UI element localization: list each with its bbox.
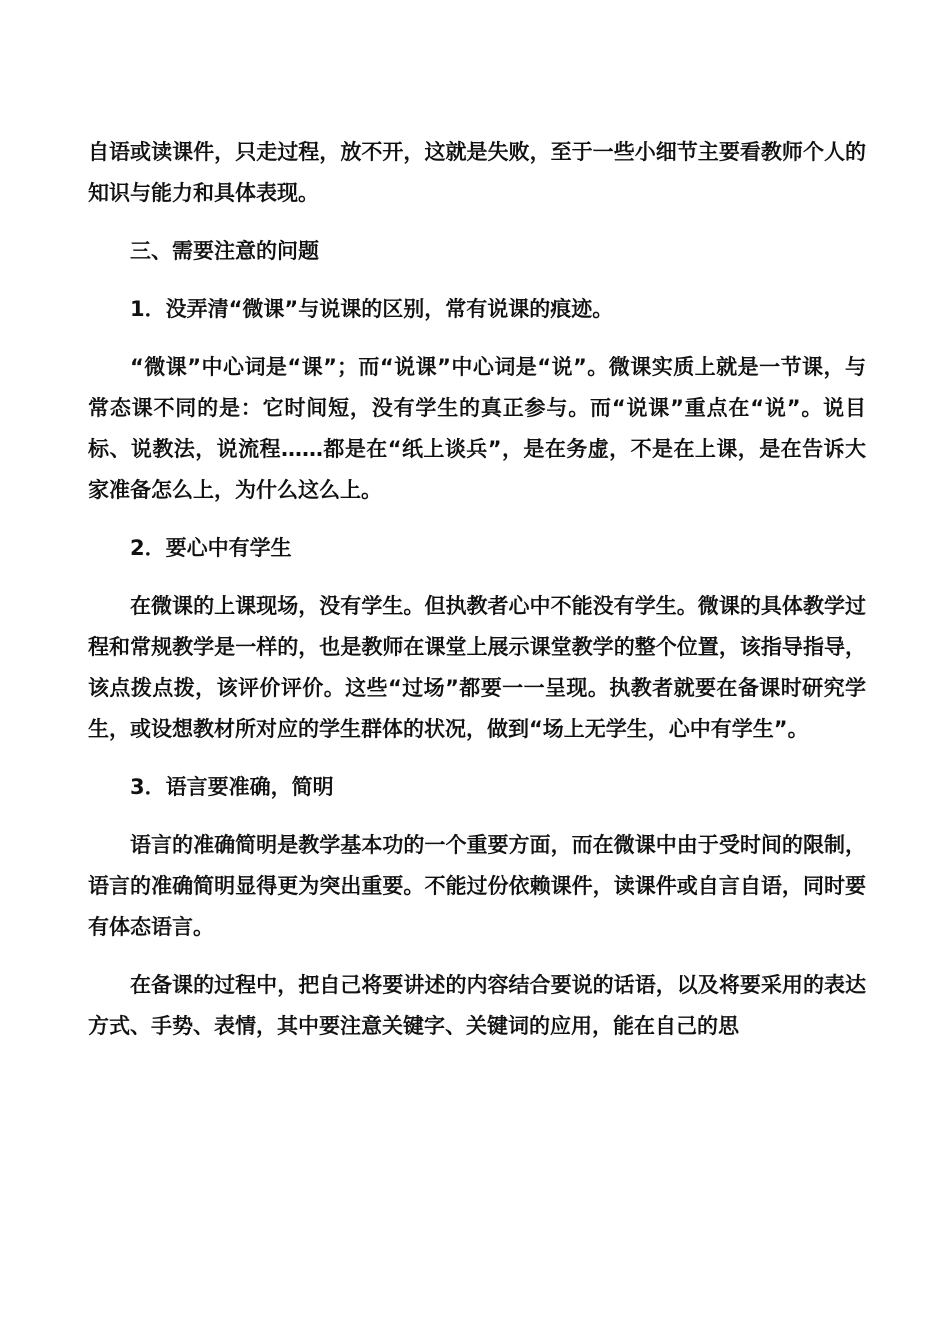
document-body: [88, 132, 866, 1064]
subheading-3: 3．语言要准确，简明: [130, 775, 334, 799]
paragraph-lesson-preparation: 在备课的过程中，把自己将要讲述的内容结合要说的话语，以及将要采用的表达方式、手势、表情，其中要注意关键字、关键词的应用，能在自己的思: [88, 973, 866, 1038]
section-heading-3: 三、需要注意的问题: [130, 239, 319, 263]
paragraph-microlesson-vs-lecture: “微课”中心词是“课”；而“说课”中心词是“说”。微课实质上就是一节课，与常态课不同的是：它时间短，没有学生的真正参与。而“说课”重点在“说”。说目标、说教法，说流程……都是在“纸上谈兵”，是在务虚，不是在上课，是在告诉大家准备怎么上，为什么这么上。: [88, 355, 866, 502]
paragraph-students-in-mind: 在微课的上课现场，没有学生。但执教者心中不能没有学生。微课的具体教学过程和常规教学是一样的，也是教师在课堂上展示课堂教学的整个位置，该指导指导，该点拨点拨，该评价评价。这些“过场”都要一一呈现。执教者就要在备课时研究学生，或设想教材所对应的学生群体的状况，做到“场上无学生，心中有学生”。: [88, 594, 866, 741]
paragraph-continuation: 自语或读课件，只走过程，放不开，这就是失败，至于一些小细节主要看教师个人的知识与能力和具体表现。: [88, 140, 866, 205]
subheading-1: 1．没弄清“微课”与说课的区别，常有说课的痕迹。: [130, 297, 614, 321]
subheading-2: 2．要心中有学生: [130, 536, 292, 560]
paragraph-language-accuracy: 语言的准确简明是教学基本功的一个重要方面，而在微课中由于受时间的限制，语言的准确简明显得更为突出重要。不能过份依赖课件，读课件或自言自语，同时要有体态语言。: [88, 833, 866, 939]
